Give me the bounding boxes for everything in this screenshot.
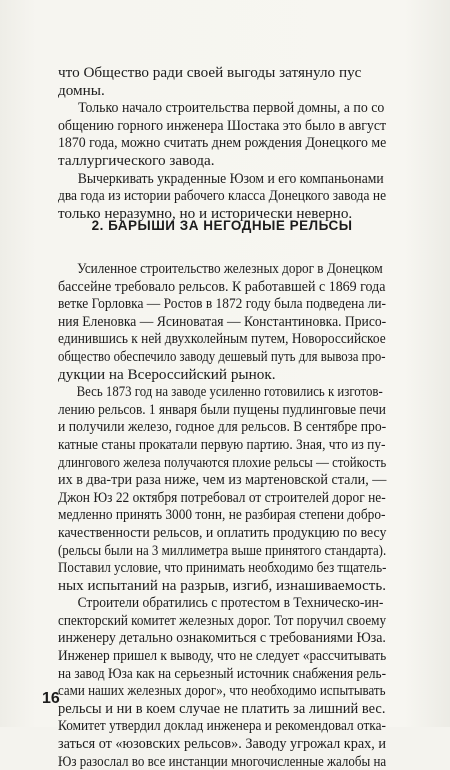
text-line: заться от «юзовских рельсов». Заводу угрожал крах, и xyxy=(58,735,387,753)
text-line: дукции на Всероссийский рынок. xyxy=(58,365,276,383)
text-line: два года из истории рабочего класса Донецкого завода не xyxy=(58,187,387,205)
text-line: на завод Юза как на серьезный источник снабжения рель- xyxy=(58,664,387,682)
text-line: ных испытаний на разрыв, изгиб, изнашиваемость. xyxy=(58,576,387,594)
text-line: длингового железа получаются плохие рельсы — стойкость xyxy=(58,453,387,471)
text-line: спекторский комитет железных дорог. Тот поручил своему xyxy=(58,611,387,629)
text-line: Поставил условие, что принимать необходимо без тщатель- xyxy=(58,559,387,577)
text-line: их в два-три раза ниже, чем из мартеновской стали, — xyxy=(58,471,387,489)
text-line: Вычеркивать украденные Юзом и его компаньонами xyxy=(77,169,384,187)
text-line: медленно принять 3000 тонн, не разбирая степени добро- xyxy=(58,506,386,524)
text-line: и получили железо, годное для рельсов. В сентябре про- xyxy=(58,418,387,436)
text-line: общению горного инженера Шостака это было в август xyxy=(58,116,387,134)
text-line: ния Еленовка — Ясиноватая — Константиновка. Присо- xyxy=(58,312,387,330)
text-line: лению рельсов. 1 января были пущены пудлинговые печи xyxy=(58,400,386,418)
text-line: 1870 года, можно считать днем рождения Донецкого ме xyxy=(58,134,387,152)
text-line: Инженер пришел к выводу, что не следует «рассчитывать xyxy=(58,647,387,665)
text-line: катные станы прокатали первую партию. Зная, что из пу- xyxy=(58,435,386,453)
text-line: Весь 1873 год на заводе усиленно готовились к изготов- xyxy=(76,383,383,401)
text-line: бассейне требовало рельсов. К работавшей с 1869 года xyxy=(58,277,386,295)
text-line: Комитет утвердил доклад инженера и рекомендовал отка- xyxy=(58,717,386,735)
text-line: Усиленное строительство железных дорог в Донецком xyxy=(77,260,383,277)
text-line: сами наших железных дорог», что необходимо испытывать xyxy=(58,682,386,700)
text-line: Только начало строительства первой домны, а по со xyxy=(78,99,385,117)
page-number: 16 xyxy=(42,690,60,707)
section-heading: 2. БАРЫШИ ЗА НЕГОДНЫЕ РЕЛЬСЫ xyxy=(91,218,353,233)
bleed-through-text xyxy=(270,34,420,56)
text-line: инженеру детально ознакомиться с требованиями Юза. xyxy=(58,629,386,647)
text-line: единившись к ней двухколейным путем, Новороссийское xyxy=(58,330,386,348)
intro-text xyxy=(58,64,386,222)
text-line: таллургического завода. xyxy=(58,151,215,169)
text-line: домны. xyxy=(58,81,105,99)
text-line: Джон Юз 22 октября потребовал от строителей дорог не- xyxy=(58,488,386,506)
text-line: ветке Горловка — Ростов в 1872 году была подведена ли- xyxy=(58,295,387,313)
text-line: Юз разослал во все инстанции многочисленные жалобы на xyxy=(58,752,387,770)
text-line: только неразумно, но и исторически неверно. xyxy=(58,204,353,222)
text-line: Строители обратились с протестом в Техническо-ин- xyxy=(77,594,384,612)
text-line: рельсы и ни в коем случае не платить за лишний вес. xyxy=(58,699,386,717)
text-line: общество обеспечило заводу дешевый путь для вывоза про- xyxy=(58,347,386,365)
section-body xyxy=(58,260,386,770)
text-line: качественности рельсов, и оплатить продукцию по весу xyxy=(58,523,387,541)
text-line: (рельсы были на 3 миллиметра выше принятого стандарта). xyxy=(58,541,387,559)
text-line: что Общество ради своей выгоды затянуло пус xyxy=(58,64,362,81)
